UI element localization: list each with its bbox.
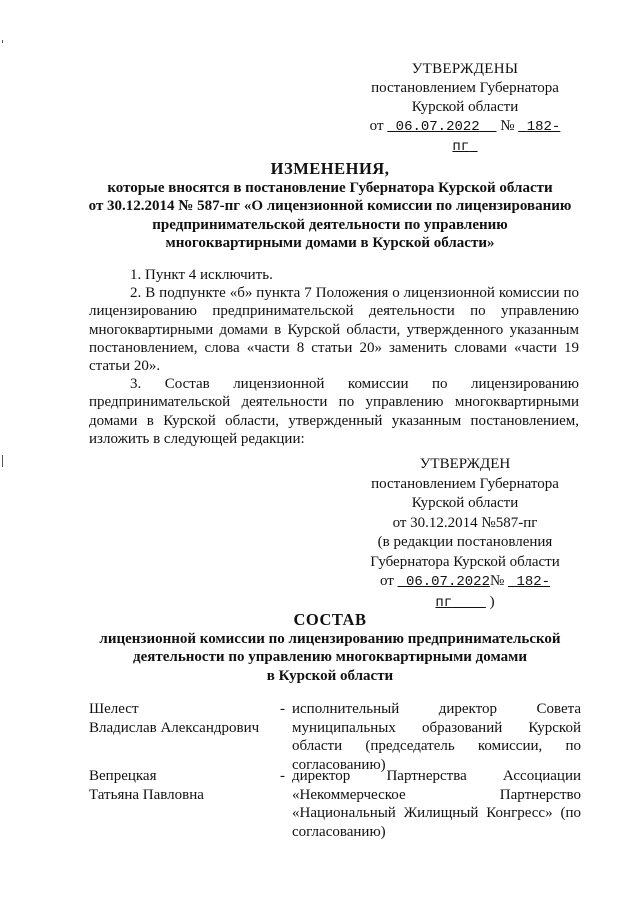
- scan-edge-mark: [2, 455, 3, 467]
- inner-approval-line: от 30.12.2014 №587-пг: [392, 514, 538, 531]
- member-surname: Шелест: [89, 701, 139, 717]
- changes-subtitle-line: которые вносятся в постановление Губернатора Курской области: [107, 179, 553, 196]
- inner-approval-line: Курской области: [411, 495, 519, 511]
- changes-subtitle-line: многоквартирными домами в Курской области»: [165, 235, 495, 251]
- inner-approval-line: Губернатора Курской области: [370, 553, 560, 570]
- date-prefix: от: [379, 573, 394, 589]
- approval-date-line: [360, 117, 570, 157]
- approval-block: [360, 60, 570, 157]
- inner-approval-line: (в редакции постановления: [377, 534, 553, 550]
- inner-approval-date: 06.07.2022: [405, 574, 490, 590]
- inner-approval-title: УТВЕРЖДЕН: [419, 456, 511, 472]
- member-row: [89, 767, 581, 839]
- approval-number: 182-пг: [452, 119, 561, 155]
- member-dash: -: [280, 701, 285, 717]
- member-dash: -: [280, 768, 285, 784]
- composition-title: СОСТАВ: [293, 610, 367, 629]
- changes-heading: [60, 160, 600, 253]
- composition-subtitle-line: в Курской области: [266, 667, 394, 684]
- inner-approval-line: постановлением Губернатора: [371, 475, 559, 492]
- inner-approval-date-line: [355, 572, 575, 613]
- member-row: [89, 700, 581, 772]
- member-surname: Вепрецкая: [89, 768, 157, 784]
- approval-date: 06.07.2022: [395, 119, 480, 135]
- composition-subtitle-line: лицензионной комиссии по лицензированию предпринимательской: [99, 630, 561, 647]
- member-name: [89, 767, 279, 804]
- changes-body: [89, 266, 579, 448]
- changes-title: ИЗМЕНЕНИЯ,: [270, 159, 390, 178]
- closing-paren: ): [489, 593, 495, 610]
- change-item: 2. В подпункте «б» пункта 7 Положения о лицензионной комиссии по лицензированию предпринимательской деятельности по управлению многоквартирными домами в Курской области, утвержденного указанным постановлением, слова «части 8 статьи 20» заменить словами «части 19 статьи 20».: [89, 285, 579, 375]
- member-given-name: Владислав Александрович: [89, 719, 260, 736]
- inner-approval-block: [355, 455, 575, 613]
- change-item: 3. Состав лицензионной комиссии по лицензированию предпринимательской деятельности по управлению многоквартирными домами в Курской области, утвержденный указанным постановлением, изложить в следующей редакции:: [89, 376, 579, 447]
- approval-line: Курской области: [411, 99, 519, 115]
- approval-title: УТВЕРЖДЕНЫ: [411, 61, 519, 77]
- changes-subtitle-line: от 30.12.2014 № 587-пг «О лицензионной комиссии по лицензированию: [88, 198, 572, 214]
- composition-subtitle-line: деятельности по управлению многоквартирными домами: [133, 649, 527, 665]
- scan-edge-mark: [2, 40, 3, 43]
- inner-approval-number: 182-пг: [435, 574, 551, 611]
- approval-line: постановлением Губернатора: [371, 80, 559, 96]
- composition-heading: [60, 611, 600, 685]
- member-role: директор Партнерства Ассоциации «Некоммерческое Партнерство «Национальный Жилищный Конгресс» (по согласованию): [292, 768, 581, 840]
- change-item: 1. Пункт 4 исключить.: [130, 267, 273, 283]
- changes-subtitle-line: предпринимательской деятельности по управлению: [152, 216, 508, 233]
- member-given-name: Татьяна Павловна: [89, 786, 204, 803]
- member-name: [89, 700, 279, 737]
- number-sign: №: [489, 573, 505, 589]
- member-role: исполнительный директор Совета муниципальных образований Курской области (председатель комиссии, по согласованию): [292, 701, 581, 773]
- date-prefix: от: [369, 118, 384, 134]
- number-sign: №: [500, 118, 515, 134]
